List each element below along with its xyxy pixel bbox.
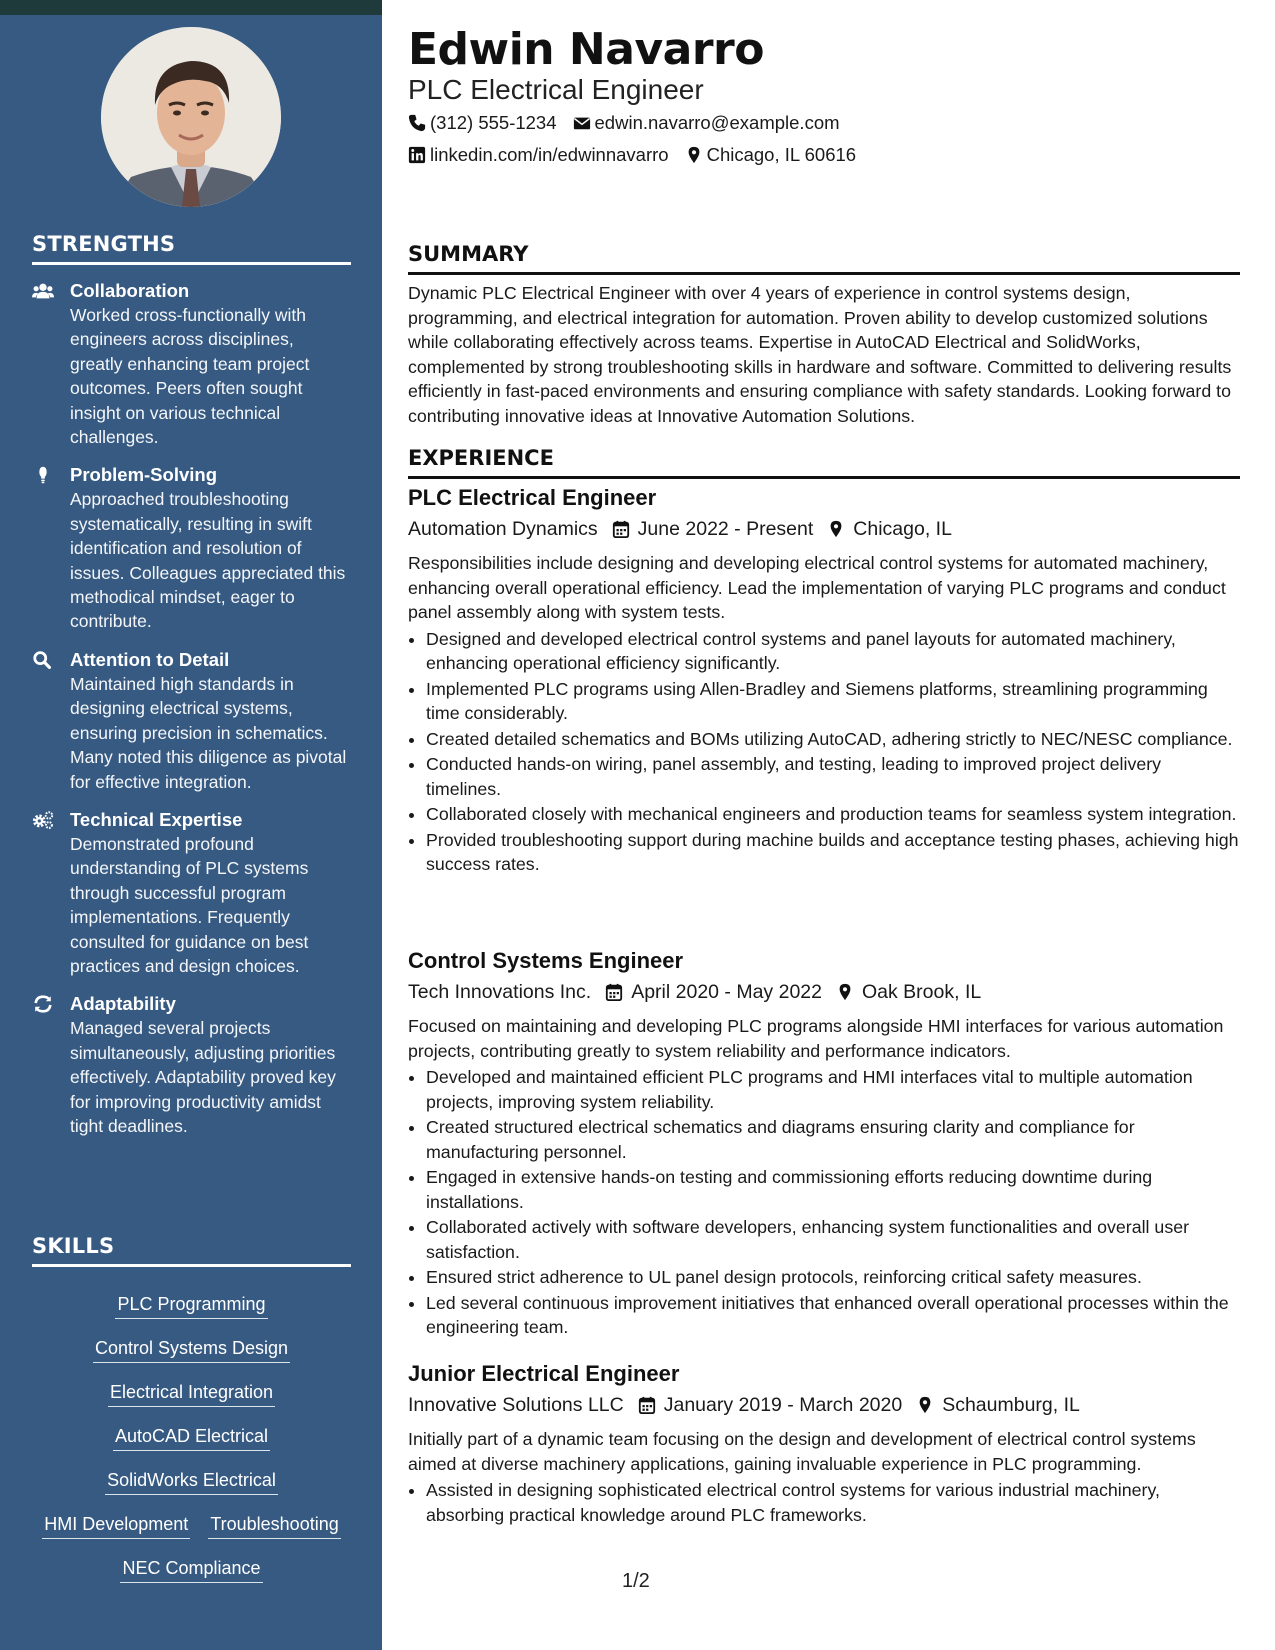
contact-phone: [408, 112, 557, 134]
job-description: Focused on maintaining and developing PLC programs alongside HMI interfaces for various automation projects, contributing greatly to system reliability and performance indicators.: [408, 1016, 1224, 1061]
skill-tag: Troubleshooting: [208, 1512, 340, 1539]
job-location: [916, 1391, 1080, 1419]
job-description: Responsibilities include designing and developing electrical control systems for automated machinery, enhancing overall operational efficiency. Lead the implementation of varying PLC programs and conduct panel assembly along with system tests.: [408, 553, 1226, 622]
job-location-text: Oak Brook, IL: [861, 981, 982, 1003]
job-description: Initially part of a dynamic team focusing on the design and development of electrical control systems aimed at diverse machinery applications, gaining invaluable experience in PLC programming.: [408, 1429, 1196, 1474]
strength-item: [32, 808, 351, 978]
phone-text: (312) 555-1234: [430, 112, 557, 133]
job-bullets: [408, 1065, 1240, 1340]
candidate-name: Edwin Navarro: [408, 24, 764, 75]
skill-tag: SolidWorks Electrical: [105, 1468, 278, 1495]
job-meta: [408, 978, 1240, 1006]
skill-tag: AutoCAD Electrical: [113, 1424, 270, 1451]
experience-heading: EXPERIENCE: [408, 446, 1240, 479]
profile-photo-icon: [101, 27, 281, 207]
contact-location: [685, 144, 856, 166]
job-bullet: • Created structured electrical schematics and diagrams ensuring clarity and compliance for manufacturing personnel.: [426, 1115, 1240, 1164]
job-bullet: • Developed and maintained efficient PLC programs and HMI interfaces vital to multiple automation projects, improving system reliability.: [426, 1065, 1240, 1114]
sidebar-top-bar: [0, 0, 382, 15]
search-icon: [32, 648, 70, 794]
strength-desc: Managed several projects simultaneously, adjusting priorities effectively. Adaptability proved key for improving productivity amidst tight deadlines.: [70, 1018, 336, 1136]
strength-item: [32, 463, 351, 633]
job-dates-text: January 2019 - March 2020: [663, 1394, 903, 1416]
job-meta: [408, 1391, 1240, 1419]
users-icon: [32, 279, 70, 449]
job-bullet: • Conducted hands-on wiring, panel assembly, and testing, leading to improved project delivery timelines.: [426, 752, 1240, 801]
contact-linkedin[interactable]: [408, 144, 669, 166]
job-dates: [638, 1391, 902, 1419]
skills-heading: SKILLS: [32, 1234, 351, 1267]
strengths-section: [32, 232, 351, 1138]
job-title: Control Systems Engineer: [408, 948, 684, 973]
sidebar: [0, 0, 382, 1650]
skills-list: [32, 1267, 351, 1583]
strength-desc: Approached troubleshooting systematically, resulting in swift identification and resolution of issues. Colleagues appreciated this methodical mindset, eager to contribute.: [70, 489, 346, 632]
linkedin-icon: [408, 146, 426, 164]
contact-email[interactable]: [573, 112, 840, 134]
strength-item: [32, 279, 351, 449]
avatar: [101, 27, 281, 207]
contact-row: [408, 112, 856, 134]
job-dates: [605, 978, 822, 1006]
job-bullet: • Implemented PLC programs using Allen-Bradley and Siemens platforms, streamlining programming time considerably.: [426, 677, 1240, 726]
page-number: 1/2: [622, 1570, 650, 1592]
strength-item: [32, 992, 351, 1138]
job-meta: [408, 515, 1240, 543]
job-bullets: [408, 627, 1240, 877]
calendar-icon: [612, 520, 630, 538]
strength-desc: Maintained high standards in designing electrical systems, ensuring precision in schematics. Many noted this diligence as pivotal for effective integration.: [70, 673, 347, 792]
map-pin-icon: [685, 146, 703, 164]
job-location-text: Schaumburg, IL: [942, 1394, 1080, 1416]
job-bullet: • Provided troubleshooting support during machine builds and acceptance testing phases, achieving high success rates.: [426, 828, 1240, 877]
job-location: [827, 515, 952, 543]
skill-tag: Control Systems Design: [93, 1336, 290, 1363]
phone-icon: [408, 114, 426, 132]
map-pin-icon: [916, 1396, 934, 1414]
strengths-heading: STRENGTHS: [32, 232, 351, 265]
skill-tag: PLC Programming: [115, 1292, 267, 1319]
job-dates: [612, 515, 814, 543]
skill-tag: HMI Development: [42, 1512, 190, 1539]
strength-desc: Demonstrated profound understanding of PLC systems through successful program implementations. Frequently consulted for guidance on best practices and design choices.: [70, 833, 309, 976]
job-dates-text: April 2020 - May 2022: [631, 981, 822, 1003]
job-bullet: • Engaged in extensive hands-on testing and commissioning efforts reducing downtime during installations.: [426, 1165, 1240, 1214]
job-bullet: • Created detailed schematics and BOMs utilizing AutoCAD, adhering strictly to NEC/NESC compliance.: [426, 727, 1240, 752]
calendar-icon: [605, 983, 623, 1001]
job-location-text: Chicago, IL: [853, 518, 952, 540]
strength-item: [32, 648, 351, 794]
gears-icon: [32, 808, 70, 978]
skill-tag: Electrical Integration: [108, 1380, 275, 1407]
skill-tag: NEC Compliance: [120, 1556, 262, 1583]
strength-title: Adaptability: [70, 993, 176, 1015]
job-title: Junior Electrical Engineer: [408, 1361, 680, 1386]
strength-desc: Worked cross-functionally with engineers across disciplines, greatly enhancing team project outcomes. Peers often sought insight on various technical challenges.: [70, 305, 310, 448]
sync-icon: [32, 992, 70, 1138]
strength-title: Attention to Detail: [70, 648, 230, 670]
job-title: PLC Electrical Engineer: [408, 485, 657, 510]
job-entry: [408, 947, 1240, 1341]
location-text: Chicago, IL 60616: [706, 144, 857, 165]
contact-row: [408, 144, 872, 166]
map-pin-icon: [836, 983, 854, 1001]
strength-title: Collaboration: [70, 280, 190, 301]
job-company: Automation Dynamics: [408, 518, 598, 540]
job-location: [836, 978, 981, 1006]
job-entry: [408, 484, 1240, 878]
job-dates-text: June 2022 - Present: [637, 518, 814, 540]
job-company: Innovative Solutions LLC: [408, 1394, 624, 1416]
job-company: Tech Innovations Inc.: [408, 981, 592, 1003]
candidate-role: PLC Electrical Engineer: [408, 74, 704, 105]
map-pin-icon: [827, 520, 845, 538]
envelope-icon: [573, 114, 591, 132]
strength-title: Technical Expertise: [70, 808, 243, 830]
skills-section: [32, 1234, 351, 1583]
lightbulb-icon: [32, 463, 70, 633]
job-bullet: • Collaborated closely with mechanical engineers and production teams for seamless system integration.: [426, 802, 1240, 827]
calendar-icon: [638, 1396, 656, 1414]
job-bullets: [408, 1478, 1240, 1527]
strength-title: Problem-Solving: [70, 464, 217, 486]
job-bullet: • Collaborated actively with software developers, enhancing system functionalities and overall user satisfaction.: [426, 1215, 1240, 1264]
job-bullet: • Ensured strict adherence to UL panel design protocols, reinforcing critical safety measures.: [426, 1265, 1240, 1290]
job-bullet: • Designed and developed electrical control systems and panel layouts for automated machinery, enhancing operational efficiency significantly.: [426, 627, 1240, 676]
summary-heading: SUMMARY: [408, 242, 1240, 275]
job-entry: [408, 1360, 1240, 1528]
job-bullet: • Assisted in designing sophisticated electrical control systems for various industrial machinery, absorbing practical knowledge around PLC frameworks.: [426, 1478, 1240, 1527]
summary-text: Dynamic PLC Electrical Engineer with over 4 years of experience in control systems design, programming, and electrical integration for automation. Proven ability to develop customized solutions while collaborating effectively across teams. Expertise in AutoCAD Electrical and SolidWorks, complemented by strong troubleshooting skills in hardware and software. Committed to delivering results efficiently in fast-paced environments and ensuring compliance with safety standards. Looking forward to contributing innovative ideas at Innovative Automation Solutions.: [408, 283, 1232, 426]
job-bullet: • Led several continuous improvement initiatives that enhanced overall operational processes within the engineering team.: [426, 1291, 1240, 1340]
email-text: edwin.navarro@example.com: [594, 112, 840, 133]
linkedin-text: linkedin.com/in/edwinnavarro: [430, 144, 669, 165]
